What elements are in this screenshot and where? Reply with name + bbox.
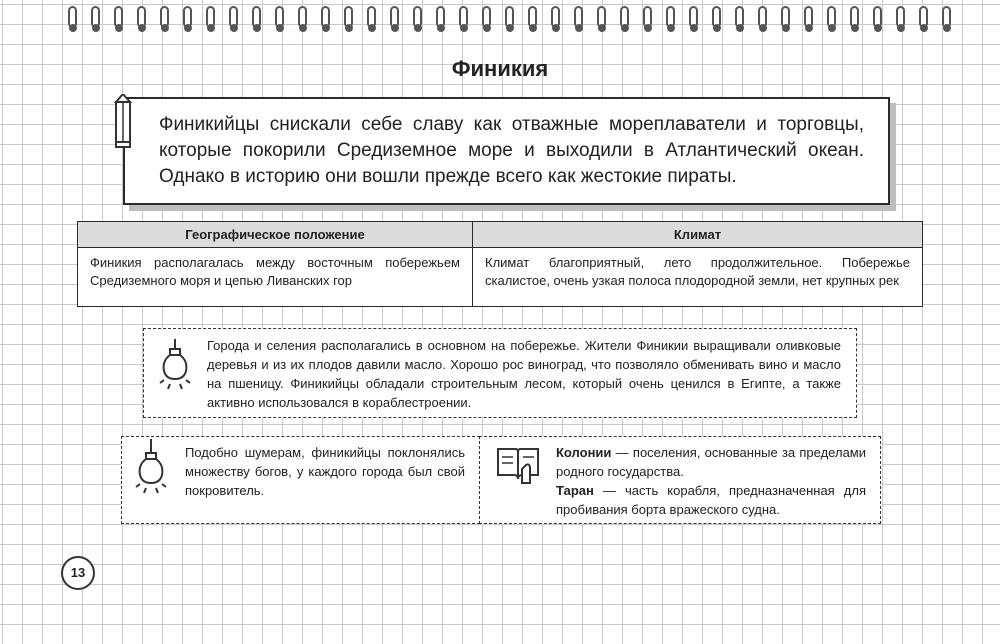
table-cell-climate: Климат благоприятный, лето продолжительное. Побережье скалистое, очень узкая полоса плодородной земли, нет крупных рек: [473, 248, 923, 307]
spiral-hole: [276, 24, 284, 32]
spiral-hole: [598, 24, 606, 32]
spiral-hole: [667, 24, 675, 32]
table-cell-geography: Финикия располагалась между восточным побережьем Средиземного моря и цепью Ливанских гор: [78, 248, 473, 307]
table-row: [78, 248, 923, 307]
definition-description: — поселения, основанные за пределами родного государства.: [556, 445, 866, 479]
spiral-hole: [230, 24, 238, 32]
intro-box: [123, 97, 890, 205]
definition-colonies: [556, 443, 866, 481]
definitions-box: [479, 436, 881, 524]
spiral-hole: [552, 24, 560, 32]
spiral-hole: [138, 24, 146, 32]
lightbulb-icon: [134, 439, 168, 495]
spiral-hole: [644, 24, 652, 32]
religion-text: Подобно шумерам, финикийцы поклонялись множеству богов, у каждого города был свой покровитель.: [185, 445, 465, 498]
spiral-hole: [828, 24, 836, 32]
spiral-hole: [621, 24, 629, 32]
page-title: Финикия: [451, 56, 549, 81]
definition-term: Колонии: [556, 445, 612, 460]
pencil-icon: [107, 94, 137, 150]
spiral-hole: [253, 24, 261, 32]
definition-term: Таран: [556, 483, 594, 498]
spiral-hole: [851, 24, 859, 32]
intro-text: Финикийцы снискали себе славу как отважные мореплаватели и торговцы, которые покорили Средиземное море и выходили в Атлантический океан. Однако в историю они вошли прежде всего как жестокие пираты.: [159, 114, 864, 187]
spiral-hole: [506, 24, 514, 32]
spiral-hole: [736, 24, 744, 32]
book-icon: [496, 445, 540, 485]
table-header-geography: Географическое положение: [78, 222, 473, 248]
spiral-hole: [759, 24, 767, 32]
spiral-hole: [690, 24, 698, 32]
table-header-climate: Климат: [473, 222, 923, 248]
info-table: [77, 221, 923, 307]
spiral-hole: [713, 24, 721, 32]
spiral-hole: [184, 24, 192, 32]
spiral-hole: [897, 24, 905, 32]
spiral-hole: [483, 24, 491, 32]
lightbulb-icon: [158, 339, 192, 391]
spiral-hole: [874, 24, 882, 32]
spiral-hole: [575, 24, 583, 32]
spiral-hole: [391, 24, 399, 32]
spiral-hole: [943, 24, 951, 32]
spiral-hole: [529, 24, 537, 32]
page-number: 13: [61, 556, 95, 590]
spiral-hole: [299, 24, 307, 32]
spiral-hole: [782, 24, 790, 32]
spiral-hole: [115, 24, 123, 32]
spiral-hole: [92, 24, 100, 32]
religion-box: [121, 436, 480, 524]
definition-ram: [556, 481, 866, 519]
spiral-hole: [69, 24, 77, 32]
fact-box: [143, 328, 857, 418]
spiral-hole: [322, 24, 330, 32]
fact-text: Города и селения располагались в основном на побережье. Жители Финикии выращивали оливковые деревья и из их плодов давили масло. Хорошо рос виноград, что позволяло обменивать вино и масло на пшеницу. Финикийцы обладали строительным лесом, который очень ценился в Египте, а также активно использовался в кораблестроении.: [207, 338, 841, 410]
spiral-hole: [161, 24, 169, 32]
definition-description: — часть корабля, предназначенная для пробивания борта вражеского судна.: [556, 483, 866, 517]
spiral-hole: [414, 24, 422, 32]
spiral-hole: [460, 24, 468, 32]
spiral-hole: [207, 24, 215, 32]
spiral-hole: [368, 24, 376, 32]
definitions-text: [556, 443, 866, 519]
spiral-hole: [437, 24, 445, 32]
spiral-hole: [920, 24, 928, 32]
spiral-hole: [805, 24, 813, 32]
spiral-hole: [345, 24, 353, 32]
spiral-binding: [0, 0, 1000, 36]
